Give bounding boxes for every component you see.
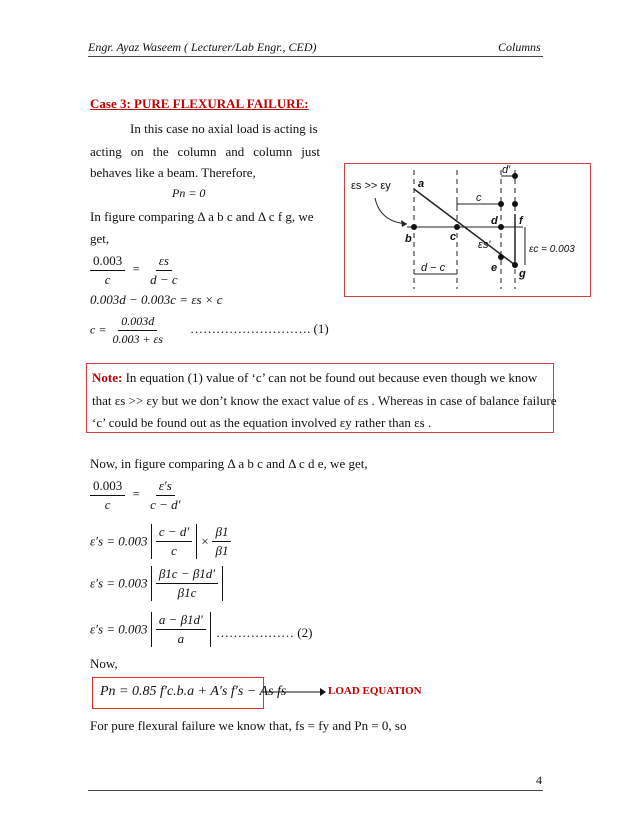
label-dprime: d′: [502, 164, 511, 176]
intro-line-3: behaves like a beam. Therefore,: [90, 165, 256, 180]
point-dprime: [512, 173, 518, 179]
label-g: g: [519, 268, 526, 280]
note-line-3: ‘c’ could be found out as the equation involved εy rather than εs .: [92, 415, 432, 430]
label-a: a: [418, 178, 425, 190]
label-ec: εc = 0.003: [529, 244, 575, 255]
note-line-2: that εs >> εy but we don’t know the exact value of εs . Whereas in case of balance failure: [92, 393, 557, 408]
equation-6: ε′s = 0.003 $\frac{\beta 1c - \beta 1d'}{\beta 1c}$: [90, 566, 223, 601]
equation-3: c = $\frac{0.003d}{0.003 + \varepsilon s}$: [90, 314, 163, 346]
compare-2: Now, in figure comparing Δ a b c and Δ c d e, we get,: [90, 456, 368, 471]
intro-line-2: acting on the column and column just: [90, 144, 320, 159]
label-d-minus-c: d − c: [421, 262, 446, 274]
section-title: Case 3: PURE FLEXURAL FAILURE:: [90, 96, 309, 111]
footer-rule: [88, 790, 543, 791]
header-left: Engr. Ayaz Waseem ( Lecturer/Lab Engr., CED): [88, 40, 317, 54]
label-e: e: [491, 262, 498, 274]
now-label: Now,: [90, 656, 118, 671]
label-b: b: [405, 233, 412, 245]
equation-1: $\frac{0.003}{c}$ = $\frac{\varepsilon s}{d - c}$: [90, 253, 181, 288]
pn-equation: Pn = 0: [172, 186, 206, 200]
strain-diagram: [345, 164, 588, 294]
label-es-gg-ey: εs >> εy: [351, 180, 391, 192]
point-b: [411, 224, 417, 230]
label-c-point: c: [450, 231, 457, 243]
equation-2-number: ……………… (2): [216, 625, 313, 640]
equation-4: $\frac{0.003}{c}$ = $\frac{\varepsilon's}{c - d'}$: [90, 478, 183, 513]
load-arrow: [262, 686, 328, 698]
final-line: For pure flexural failure we know that, fs = fy and Pn = 0, so: [90, 718, 407, 733]
equation-1-number: ………………………. (1): [190, 321, 329, 336]
point-d: [498, 224, 504, 230]
load-equation: Pn = 0.85 f′c.b.a + A′s f′s − As fs: [100, 684, 287, 699]
point-f-top: [512, 201, 518, 207]
point-g: [512, 262, 518, 268]
compare-line-2: get,: [90, 231, 110, 246]
equation-5: ε′s = 0.003 $\frac{c - d'}{c}$ × $\frac{\beta 1}{\beta 1}$: [90, 524, 231, 559]
header-rule: [88, 56, 543, 57]
header-right: Columns: [498, 40, 541, 54]
note-line-1: Note: In equation (1) value of ‘c’ can not be found out because even though we know: [92, 370, 538, 385]
label-f: f: [519, 215, 523, 227]
equation-2: 0.003d − 0.003c = εs × c: [90, 292, 223, 307]
intro-line-1: In this case no axial load is acting is: [130, 121, 318, 136]
label-d: d: [491, 215, 498, 227]
equation-7: ε′s = 0.003 $\frac{a - \beta 1d'}{a}$: [90, 612, 211, 647]
page-number: 4: [536, 773, 542, 787]
note-label: Note:: [92, 370, 123, 385]
label-es-prime: εs′: [478, 239, 491, 251]
label-c-dim: c: [476, 192, 482, 204]
point-e: [498, 254, 504, 260]
point-d-top: [498, 201, 504, 207]
point-c: [454, 224, 460, 230]
load-equation-label: LOAD EQUATION: [328, 685, 422, 697]
compare-line-1: In figure comparing Δ a b c and Δ c f g, we: [90, 209, 314, 224]
